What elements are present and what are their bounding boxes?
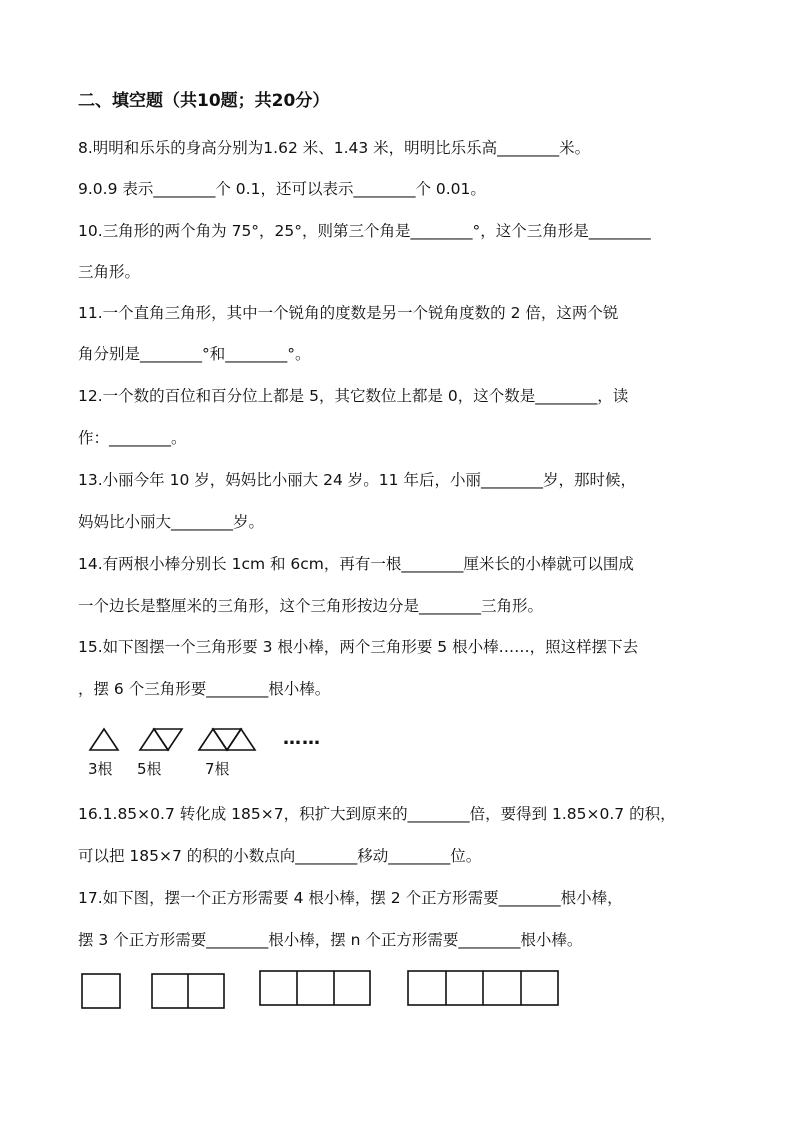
question-16-line-1: 16.1.85×0.7 转化成 185×7，积扩大到原来的________倍，要得到 1.85×0.7 的积， [78,805,676,823]
question-14-line-1: 14.有两根小棒分别长 1cm 和 6cm，再有一根________厘米长的小棒就可以围成 [78,555,634,573]
square-group-3 [260,971,370,1005]
figure-label-3: 3根 [88,760,113,778]
square-group-4 [408,971,558,1005]
square-group-2 [152,974,224,1008]
question-13-line-2: 妈妈比小丽大________岁。 [78,513,265,531]
question-10-line-2: 三角形。 [78,263,141,281]
question-13-line-1: 13.小丽今年 10 岁，妈妈比小丽大 24 岁。11 年后，小丽________岁，那时候， [78,471,636,489]
question-9-line-1: 9.0.9 表示________个 0.1，还可以表示________个 0.01。 [78,180,486,198]
triangle-1 [90,729,118,750]
question-15-line-2: ，摆 6 个三角形要________根小棒。 [78,680,331,698]
section-heading: 二、填空题（共10题；共20分） [78,91,330,111]
triangle-3b [213,729,241,750]
question-14-line-2: 一个边长是整厘米的三角形，这个三角形按边分是________三角形。 [78,597,544,615]
triangle-sticks-figure [86,726,266,754]
question-12-line-1: 12.一个数的百位和百分位上都是 5，其它数位上都是 0，这个数是________，读 [78,387,629,405]
question-17-line-2: 摆 3 个正方形需要________根小棒，摆 n 个正方形需要________根小棒。 [78,931,583,949]
question-11-line-1: 11.一个直角三角形，其中一个锐角的度数是另一个锐角度数的 2 倍，这两个锐 [78,304,619,322]
triangle-2b [154,729,182,750]
triangle-3a [199,729,227,750]
question-8-line-1: 8.明明和乐乐的身高分别为1.62 米、1.43 米，明明比乐乐高________米。 [78,139,591,157]
question-15-line-1: 15.如下图摆一个三角形要 3 根小棒，两个三角形要 5 根小棒……，照这样摆下去 [78,638,639,656]
question-10-line-1: 10.三角形的两个角为 75°，25°，则第三个角是________°，这个三角形是________ [78,222,651,240]
question-12-line-2: 作：________。 [78,429,187,447]
figure-ellipsis: …… [283,728,321,749]
question-11-line-2: 角分别是________°和________°。 [78,345,311,363]
triangle-2a [140,729,168,750]
triangle-3c [227,729,255,750]
square-group-1 [82,974,120,1008]
triangle-sticks-drawing [86,726,266,754]
figure-label-7: 7根 [205,760,230,778]
figure-label-5: 5根 [137,760,162,778]
question-16-line-2: 可以把 185×7 的积的小数点向________移动________位。 [78,847,482,865]
question-17-line-1: 17.如下图，摆一个正方形需要 4 根小棒，摆 2 个正方形需要________根小棒， [78,889,623,907]
square-sticks-figure [80,966,570,1012]
